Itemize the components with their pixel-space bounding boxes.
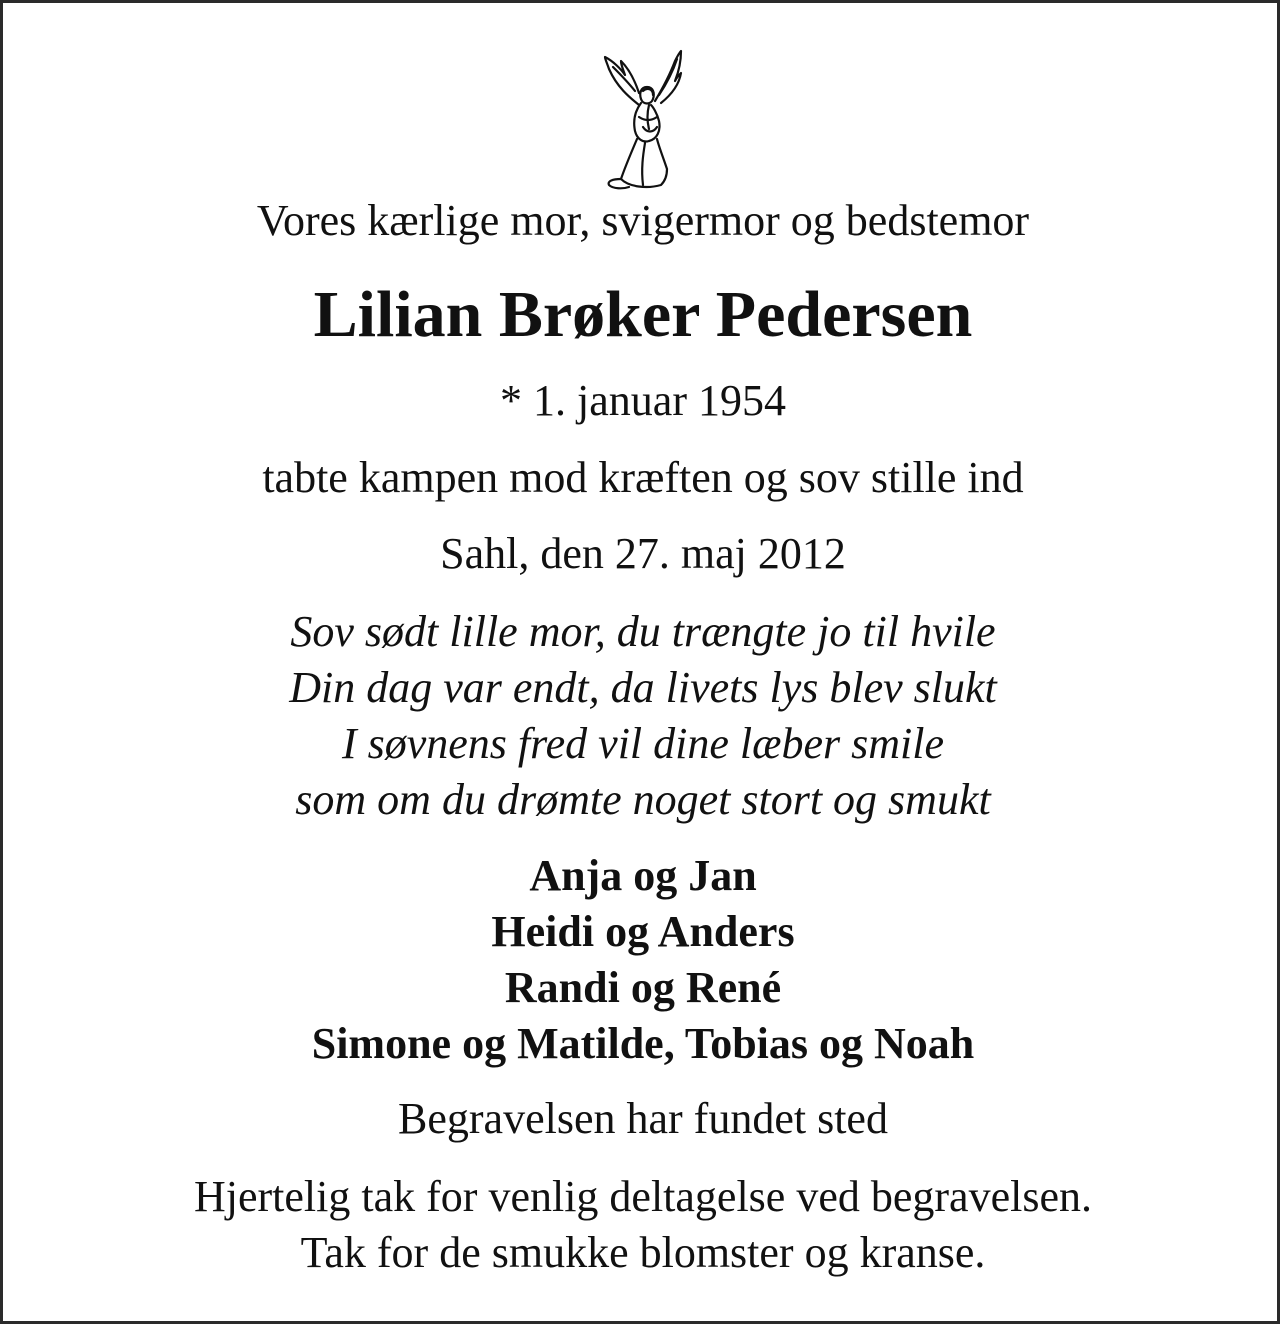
thanks-line: Hjertelig tak for venlig deltagelse ved begravelsen. xyxy=(194,1172,1092,1221)
funeral-notice: Begravelsen har fundet sted xyxy=(398,1094,888,1143)
poem-line: I søvnens fred vil dine læber smile xyxy=(341,719,945,768)
thanks-text xyxy=(3,1169,1280,1281)
angel-icon xyxy=(599,47,687,195)
family-line: Anja og Jan xyxy=(529,851,757,900)
poem-line: som om du drømte noget stort og smukt xyxy=(295,775,991,824)
birth-date: * 1. januar 1954 xyxy=(500,376,786,425)
intro-text: Vores kærlige mor, svigermor og bedstemor xyxy=(256,196,1030,245)
thanks-line: Tak for de smukke blomster og kranse. xyxy=(300,1228,986,1277)
place-and-date: Sahl, den 27. maj 2012 xyxy=(440,529,846,578)
poem xyxy=(3,604,1280,828)
family-line: Simone og Matilde, Tobias og Noah xyxy=(311,1019,975,1068)
family-line: Randi og René xyxy=(504,963,782,1012)
poem-line: Din dag var endt, da livets lys blev slukt xyxy=(289,663,997,712)
death-description: tabte kampen mod kræften og sov stille ind xyxy=(262,453,1024,502)
family-signatures xyxy=(3,848,1280,1072)
deceased-name: Lilian Brøker Pedersen xyxy=(313,278,973,351)
family-line: Heidi og Anders xyxy=(491,907,795,956)
poem-line: Sov sødt lille mor, du trængte jo til hvile xyxy=(290,607,996,656)
